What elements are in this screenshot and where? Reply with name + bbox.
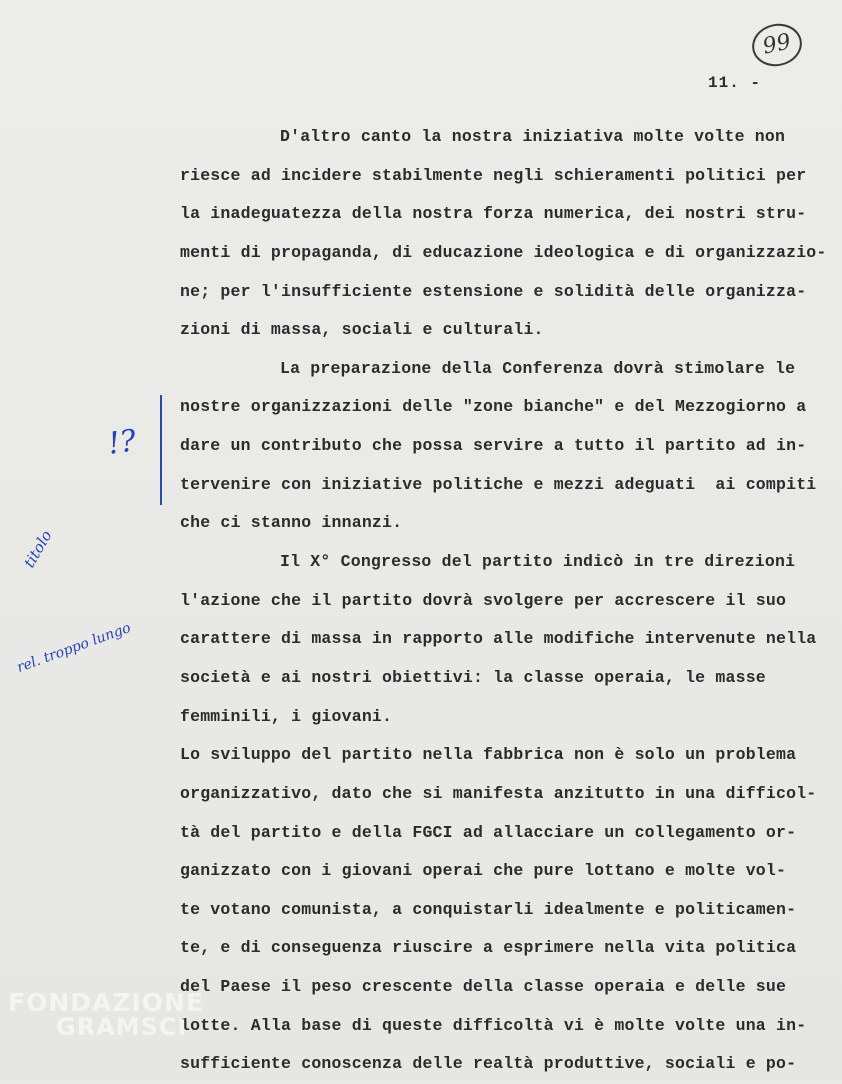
text-line: società e ai nostri obiettivi: la classe operaia, le masse <box>180 667 766 687</box>
handwritten-note-title: titolo <box>20 527 56 571</box>
text-line: riesce ad incidere stabilmente negli schieramenti politici per <box>180 165 807 185</box>
text-line: D'altro canto la nostra iniziativa molte volte non <box>280 127 786 146</box>
text-line: Lo sviluppo del partito nella fabbrica non è solo un problema <box>180 745 797 765</box>
watermark-line-1: FONDAZIONE <box>8 988 205 1017</box>
fondazione-gramsci-watermark <box>8 988 204 1041</box>
text-line: dare un contributo che possa servire a tutto il partito ad in- <box>180 436 807 456</box>
text-line: Il X° Congresso del partito indicò in tre direzioni <box>280 552 796 572</box>
handwritten-question-mark: !? <box>105 423 139 462</box>
text-line: zioni di massa, sociali e culturali. <box>180 320 544 340</box>
text-line: ne; per l'insufficiente estensione e solidità delle organizza- <box>180 281 807 301</box>
text-line: lotte. Alla base di queste difficoltà vi è molte volte una in- <box>180 1015 807 1035</box>
text-line: organizzativo, dato che si manifesta anzitutto in una difficol- <box>180 783 817 803</box>
typed-body-text <box>180 118 827 1084</box>
text-line: carattere di massa in rapporto alle modifiche intervenute nella <box>180 629 817 649</box>
text-line: femminili, i giovani. <box>180 706 393 726</box>
text-line: la inadeguatezza della nostra forza numerica, dei nostri stru- <box>180 204 807 224</box>
text-line: tervenire con iniziative politiche e mezzi adeguati ai compiti <box>180 474 817 494</box>
text-line: che ci stanno innanzi. <box>180 513 403 533</box>
text-line: del Paese il peso crescente della classe operaia e delle sue <box>180 977 787 997</box>
text-line: ganizzato con i giovani operai che pure lottano e molte vol- <box>180 861 787 881</box>
text-line: La preparazione della Conferenza dovrà stimolare le <box>280 358 796 378</box>
margin-bracket <box>160 395 165 505</box>
text-line: te votano comunista, a conquistarli idealmente e politicamen- <box>180 899 797 919</box>
archive-page-stamp: 99 <box>748 19 806 70</box>
text-line: l'azione che il partito dovrà svolgere per accrescere il suo <box>180 590 787 610</box>
watermark-line-2: GRAMSCI <box>56 1013 188 1041</box>
text-line: nostre organizzazioni delle "zone bianche" e del Mezzogiorno a <box>180 397 807 417</box>
text-line: sufficiente conoscenza delle realtà produttive, sociali e po- <box>180 1054 797 1074</box>
text-line: te, e di conseguenza riuscire a esprimere nella vita politica <box>180 938 797 958</box>
page-number: 11. - <box>708 74 762 92</box>
text-line: menti di propaganda, di educazione ideologica e di organizzazio- <box>180 242 827 262</box>
handwritten-note-length: rel. troppo lungo <box>14 619 133 677</box>
text-line: tà del partito e della FGCI ad allacciare un collegamento or- <box>180 822 797 842</box>
